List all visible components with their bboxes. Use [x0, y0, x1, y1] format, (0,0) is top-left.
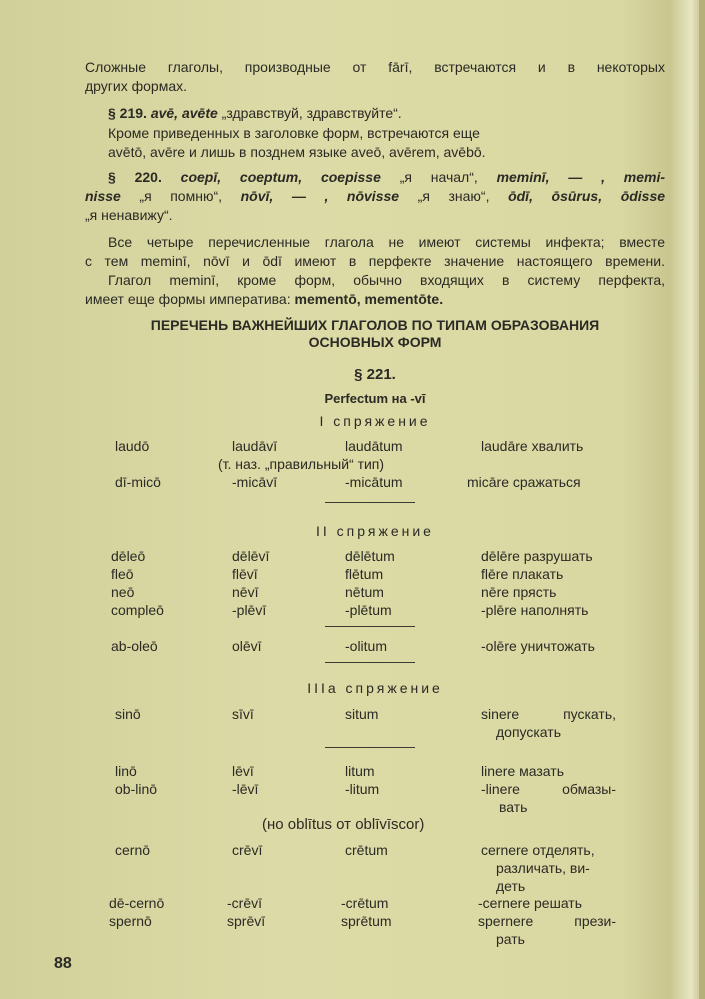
cell: -micāvī	[232, 474, 278, 490]
cell: crētum	[345, 842, 388, 858]
cell: laudāvī	[232, 438, 278, 454]
cell: nēvī	[232, 584, 259, 600]
cell: dēlēre разрушать	[481, 548, 593, 564]
cell: ab-oleō	[111, 638, 158, 654]
cell: linō	[115, 763, 137, 779]
divider	[325, 747, 415, 748]
cell: -micātum	[345, 474, 403, 490]
gloss: „здравствуй, здравствуйте“.	[221, 105, 402, 121]
cell: flēvī	[232, 566, 258, 582]
cell: -linere обмазы-	[481, 781, 616, 797]
paragraph-line: Все четыре перечисленные глагола не имеют системы инфекта; вместе	[108, 234, 665, 250]
cell: litum	[345, 763, 375, 779]
cell: dēlēvī	[232, 548, 270, 564]
latin-forms: mementō, mementōte.	[294, 291, 444, 307]
latin-term: coepī, coeptum, coepisse	[180, 169, 381, 185]
gloss: „я начал“,	[399, 169, 478, 185]
cell: -lēvī	[232, 781, 259, 797]
cell: nēre прясть	[481, 584, 557, 600]
divider	[325, 626, 415, 627]
chapter-heading: ПЕРЕЧЕНЬ ВАЖНЕЙШИХ ГЛАГОЛОВ ПО ТИПАМ ОБРАЗОВАНИЯ	[150, 317, 600, 333]
cell: spernere прези-	[478, 913, 616, 929]
paragraph-line: с тем meminī, nōvī и ōdī имеют в перфекте значение настоящего времени.	[85, 253, 665, 269]
latin-term: avē, avēte	[150, 105, 218, 121]
cell: laudāre хвалить	[481, 438, 584, 454]
cell: dēleō	[111, 548, 146, 564]
cell: sinō	[115, 706, 141, 722]
gloss: „я знаю“,	[417, 188, 490, 204]
note: (т. наз. „правильный“ тип)	[218, 456, 385, 472]
cell: dēlētum	[345, 548, 395, 564]
cell: -crētum	[341, 895, 389, 911]
paragraph-line: „я ненавижу“.	[85, 207, 173, 223]
cell: cernō	[115, 842, 151, 858]
intro-line: Сложные глаголы, производные от fārī, встречаются и в некоторых	[85, 59, 665, 75]
cell: -litum	[345, 781, 380, 797]
cell: допускать	[496, 724, 561, 740]
cell: sprētum	[341, 913, 392, 929]
cell: -olitum	[345, 638, 388, 654]
conjugation-heading: II спряжение	[316, 523, 434, 539]
cell: micāre сражаться	[467, 474, 581, 490]
subtitle: Perfectum на -vī	[324, 391, 426, 406]
latin-term: ōdī, ōsūrus, ōdisse	[508, 188, 666, 204]
conjugation-heading: IIIa спряжение	[307, 680, 443, 696]
cell: fleō	[111, 566, 134, 582]
cell: flēre плакать	[481, 566, 564, 582]
cell: compleō	[111, 602, 164, 618]
divider	[325, 502, 415, 503]
cell: dī-micō	[115, 474, 161, 490]
note: (но oblītus от oblīvīscor)	[262, 816, 425, 833]
page-number: 88	[54, 955, 72, 972]
gloss: „я помню“,	[139, 188, 223, 204]
cell: cernere отделять,	[481, 842, 595, 858]
cell: lēvī	[232, 763, 254, 779]
cell: neō	[111, 584, 135, 600]
intro-line: других формах.	[85, 78, 188, 94]
cell: sprēvī	[227, 913, 266, 929]
cell: nētum	[345, 584, 384, 600]
section-number: § 219.	[108, 105, 147, 121]
text: имеет еще формы императива:	[85, 291, 291, 307]
latin-term: meminī, — , memi-	[496, 169, 666, 185]
cell: dē-cernō	[109, 895, 165, 911]
chapter-heading: ОСНОВНЫХ ФОРМ	[308, 334, 442, 350]
paragraph-line	[85, 187, 665, 205]
paragraph-line	[85, 290, 665, 308]
conjugation-heading: I спряжение	[319, 413, 431, 429]
cell: -crēvī	[227, 895, 262, 911]
cell: рать	[496, 931, 525, 947]
cell: -plēvī	[232, 602, 267, 618]
divider	[325, 662, 415, 663]
page-edge	[699, 0, 705, 999]
cell: вать	[499, 799, 528, 815]
section-220-title	[108, 168, 665, 186]
paragraph-line: Кроме приведенных в заголовке форм, встречаются еще	[108, 125, 480, 141]
cell: -plētum	[345, 602, 392, 618]
paragraph-line: avētō, avēre и лишь в позднем языке aveō, avērem, avēbō.	[108, 144, 486, 160]
paragraph-line: Глагол meminī, кроме форм, обычно входящих в систему перфекта,	[108, 272, 665, 288]
cell: ob-linō	[115, 781, 158, 797]
cell: sinere пускать,	[481, 706, 616, 722]
cell: различать, ви-	[496, 860, 590, 876]
cell: situm	[345, 706, 379, 722]
cell: laudō	[115, 438, 150, 454]
latin-term: nisse	[85, 188, 121, 204]
cell: laudātum	[345, 438, 403, 454]
section-219-title	[108, 104, 402, 122]
cell: flētum	[345, 566, 384, 582]
cell: -plēre наполнять	[481, 602, 589, 618]
cell: -cernere решать	[478, 895, 583, 911]
section-number: § 220.	[108, 169, 162, 185]
cell: sīvī	[232, 706, 254, 722]
cell: linere мазать	[481, 763, 564, 779]
cell: -olēre уничтожать	[481, 638, 595, 654]
cell: olēvī	[232, 638, 262, 654]
section-221-title: § 221.	[354, 366, 396, 383]
latin-term: nōvī, — , nōvisse	[240, 188, 400, 204]
cell: spernō	[109, 913, 152, 929]
cell: crēvī	[232, 842, 263, 858]
cell: деть	[496, 878, 526, 894]
